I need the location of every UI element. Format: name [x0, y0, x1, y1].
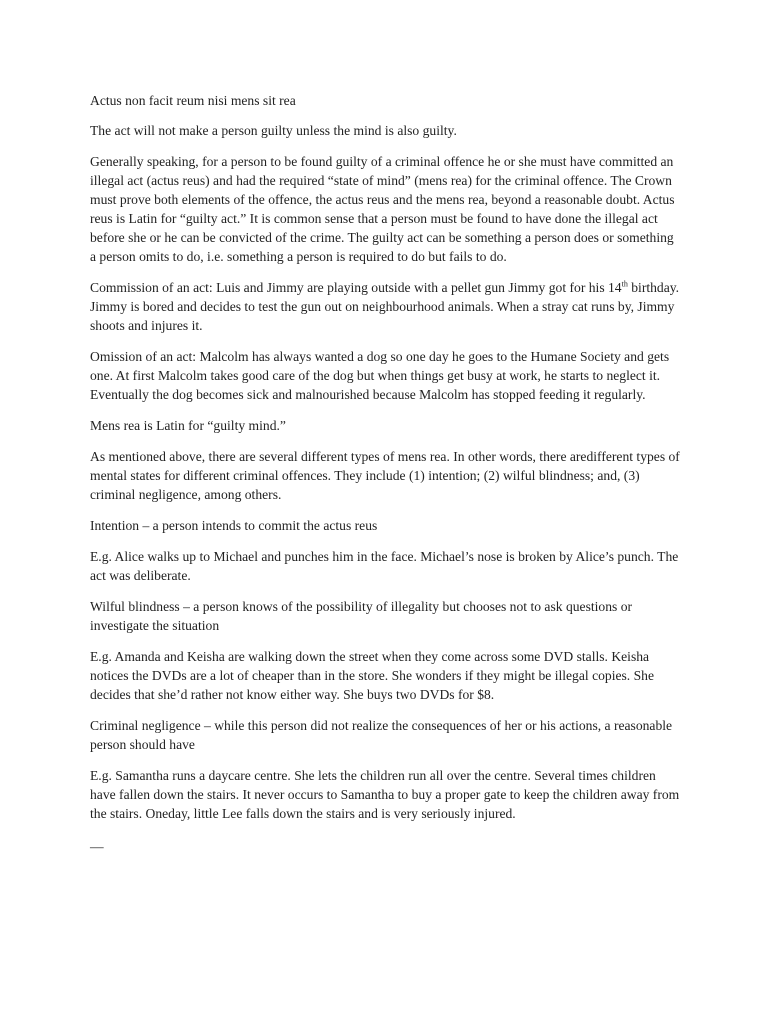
mens-rea-types-paragraph: As mentioned above, there are several different types of mens rea. In other words, there aredifferent types of mental states for different criminal offences. They include (1) intention; (2) wilful blindness; and, (3) criminal negligence, among others. — [90, 449, 680, 502]
trailing-dash: — — [90, 839, 104, 854]
intention-definition: Intention – a person intends to commit the actus reus — [90, 518, 378, 533]
criminal-negligence-example: E.g. Samantha runs a daycare centre. She lets the children run all over the centre. Several times children have fallen down the stairs. It never occurs to Samantha to buy a proper gate to keep the children away from the stairs. Oneday, little Lee falls down the stairs and is very seriously injured. — [90, 768, 680, 821]
commission-text-end: birthday. Jimmy is bored and decides to test the gun out on neighbourhood animals. When a stray cat runs by, Jimmy shoots and injures it. — [90, 280, 680, 333]
criminal-negligence-definition: Criminal negligence – while this person did not realize the consequences of her or his actions, a reasonable person should have — [90, 718, 673, 752]
wilful-blindness-example: E.g. Amanda and Keisha are walking down the street when they come across some DVD stalls. Keisha notices the DVDs are a lot of cheaper than in the store. She wonders if they might be illegal copies. She decides that she’d rather not know either way. She buys two DVDs for $8. — [90, 649, 654, 702]
maxim-translation: The act will not make a person guilty unless the mind is also guilty. — [90, 123, 457, 138]
omission-example-paragraph: Omission of an act: Malcolm has always wanted a dog so one day he goes to the Humane Society and gets one. At first Malcolm takes good care of the dog but when things get busy at work, he starts to neglect it. Eventually the dog becomes sick and malnourished because Malcolm has stopped feeding it regularly. — [90, 349, 670, 402]
latin-maxim: Actus non facit reum nisi mens sit rea — [90, 93, 296, 108]
document-body — [90, 91, 680, 868]
wilful-blindness-definition: Wilful blindness – a person knows of the possibility of illegality but chooses not to ask questions or investigate the situation — [90, 599, 633, 633]
commission-example-paragraph — [90, 278, 680, 335]
commission-text-start: Commission of an act: Luis and Jimmy are playing outside with a pellet gun Jimmy got for his 14 — [90, 280, 622, 295]
mens-rea-definition: Mens rea is Latin for “guilty mind.” — [90, 418, 286, 433]
intention-example: E.g. Alice walks up to Michael and punches him in the face. Michael’s nose is broken by Alice’s punch. The act was deliberate. — [90, 549, 679, 583]
ordinal-superscript: th — [621, 279, 628, 289]
actus-reus-paragraph: Generally speaking, for a person to be found guilty of a criminal offence he or she must have committed an illegal act (actus reus) and had the required “state of mind” (mens rea) for the criminal offence. The Crown must prove both elements of the offence, the actus reus and the mens rea, beyond a reasonable doubt. Actus reus is Latin for “guilty act.” It is common sense that a person must be found to have done the illegal act before she or he can be convicted of the crime. The guilty act can be something a person does or something a person omits to do, i.e. something a person is required to do but fails to do. — [90, 154, 675, 264]
